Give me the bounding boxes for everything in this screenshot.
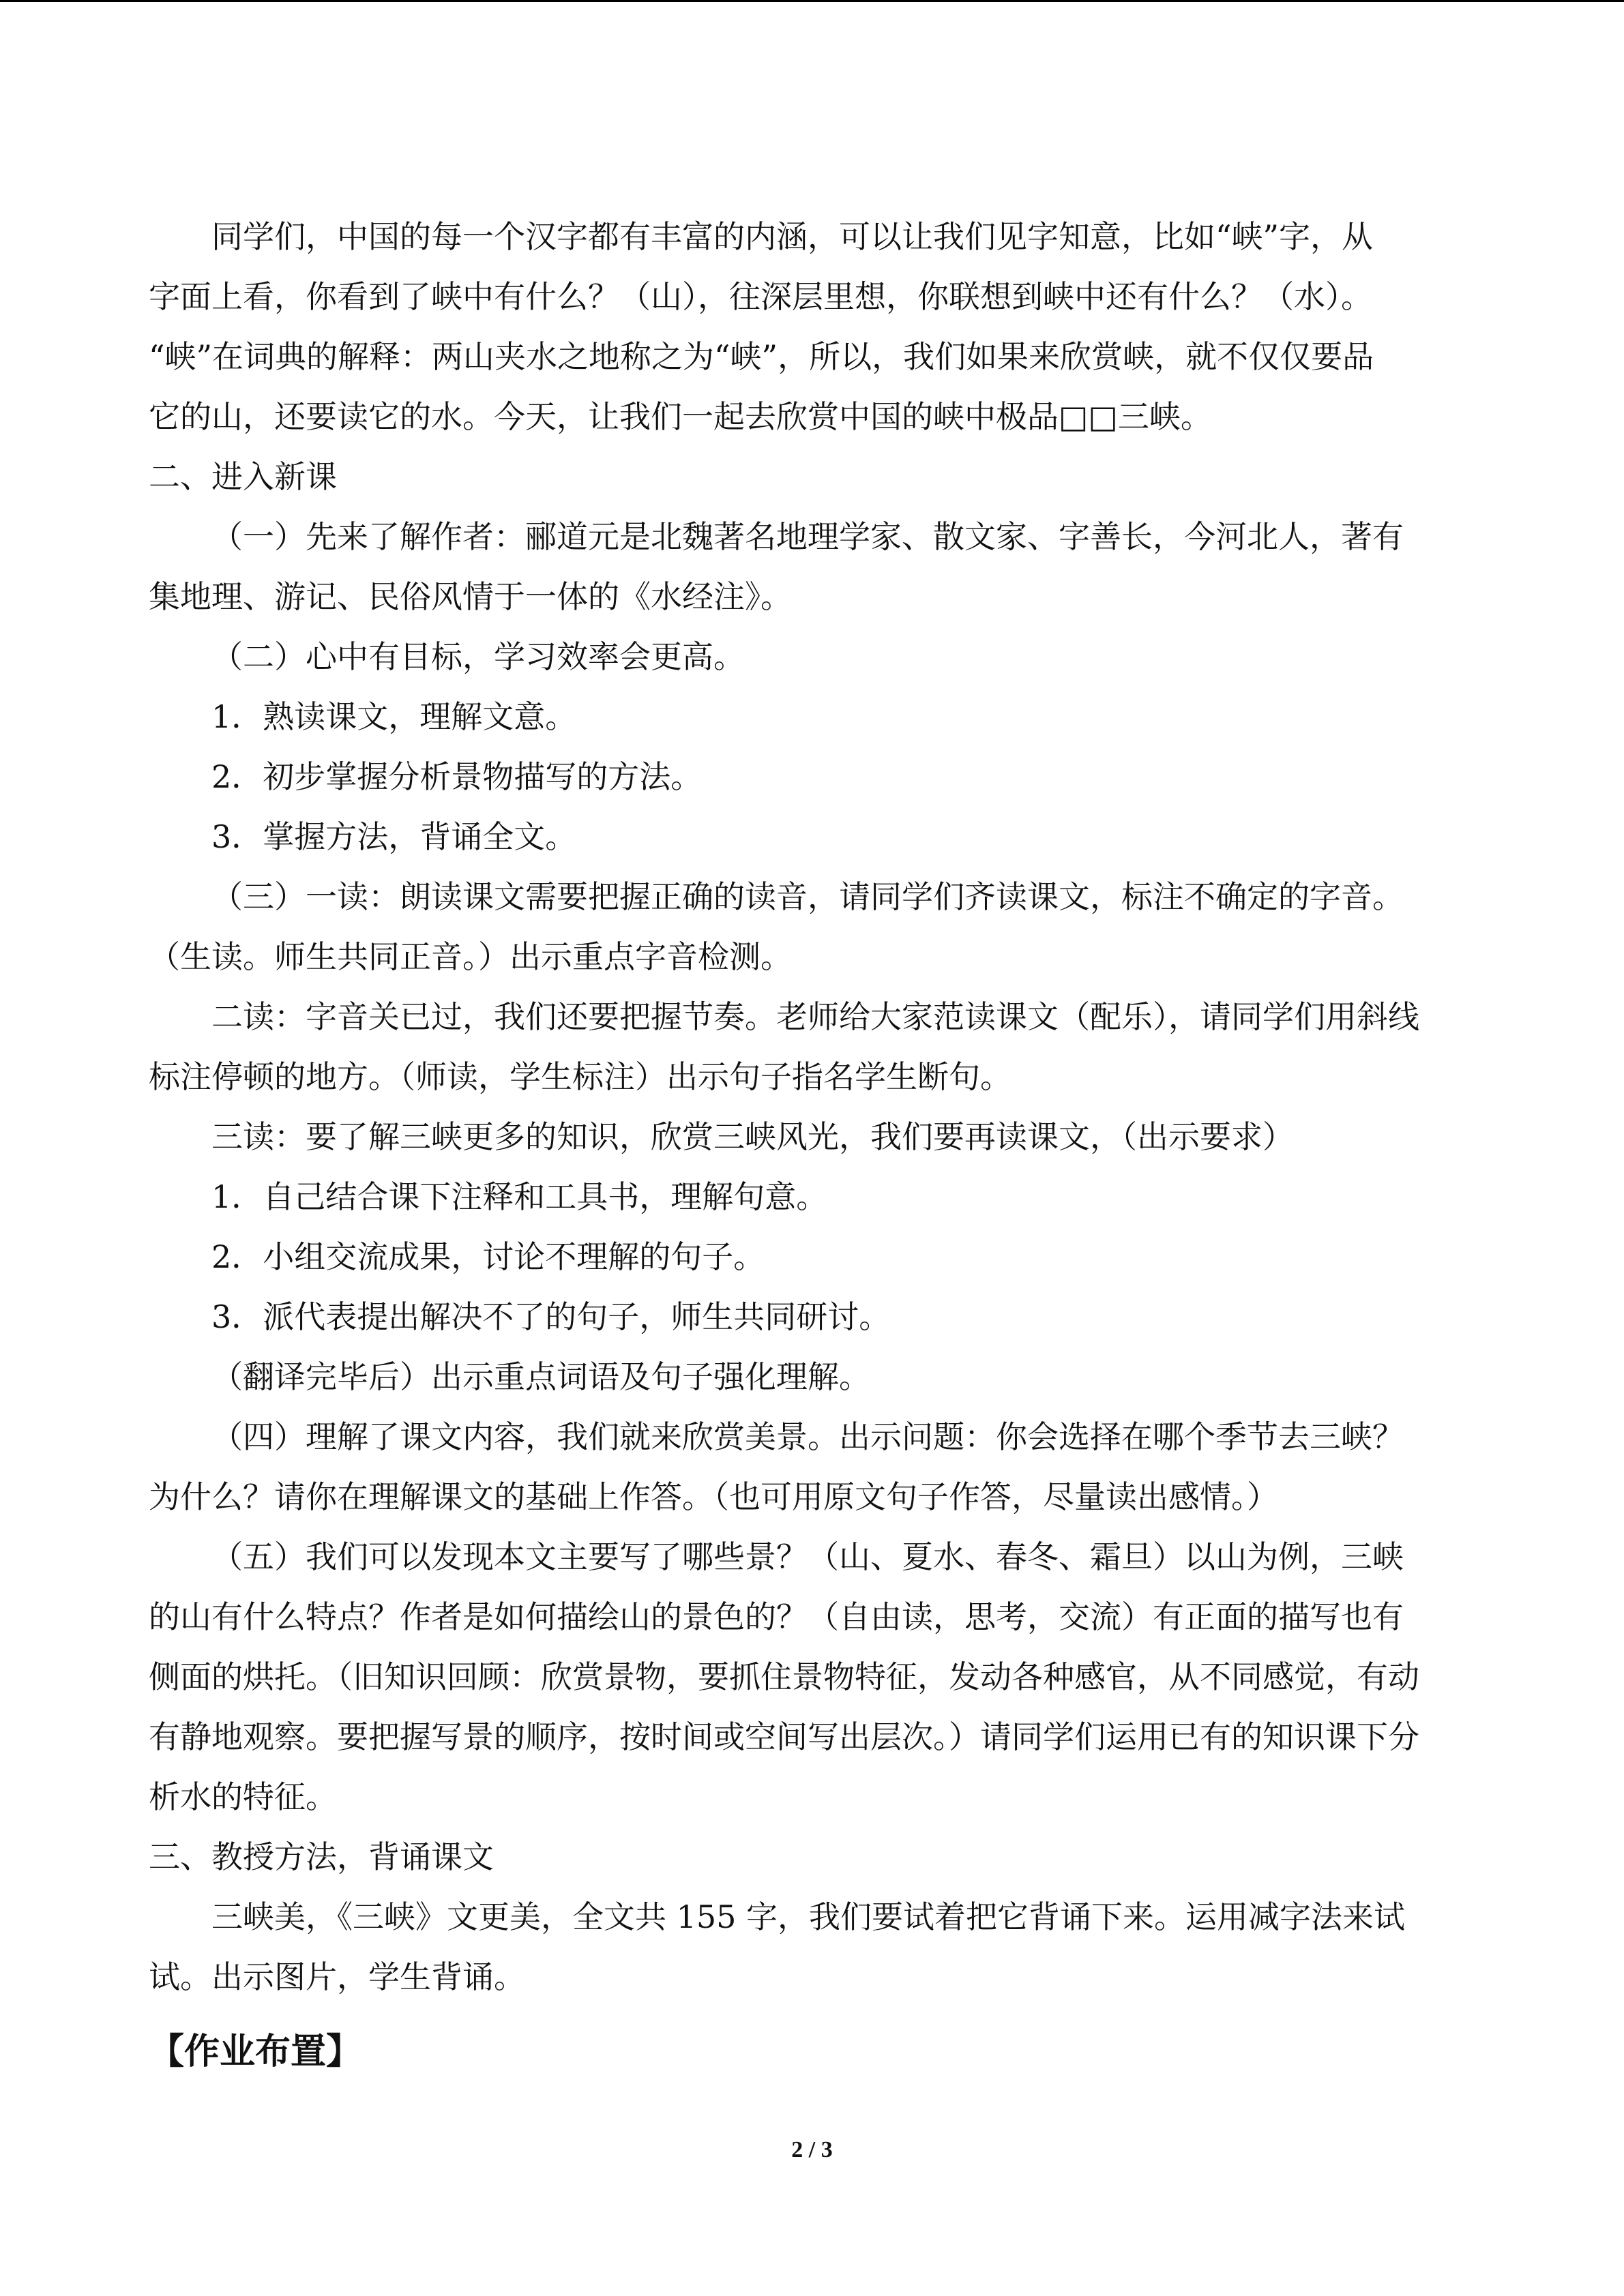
list-item: 3．掌握方法，背诵全文。 — [211, 818, 577, 855]
paragraph-line: 二读：字音关已过，我们还要把握节奏。老师给大家范读课文（配乐），请同学们用斜线 — [211, 998, 1419, 1035]
paragraph-line: 析水的特征。 — [149, 1778, 337, 1815]
list-item: 1．熟读课文，理解文意。 — [211, 698, 577, 735]
homework-heading: 【作业布置】 — [149, 2031, 362, 2072]
list-item: 1．自己结合课下注释和工具书，理解句意。 — [211, 1178, 828, 1215]
paragraph-line: （二）心中有目标，学习效率会更高。 — [211, 638, 745, 675]
paragraph-line: 它的山，还要读它的水。今天，让我们一起去欣赏中国的峡中极品□□三峡。 — [149, 398, 1212, 435]
paragraph-line: 试。出示图片，学生背诵。 — [149, 1958, 525, 1995]
paragraph-line: 侧面的烘托。（旧知识回顾：欣赏景物，要抓住景物特征，发动各种感官，从不同感觉，有动 — [149, 1658, 1419, 1695]
paragraph-line: 有静地观察。要把握写景的顺序，按时间或空间写出层次。）请同学们运用已有的知识课下分 — [149, 1718, 1419, 1755]
paragraph-line: 集地理、游记、民俗风情于一体的《水经注》。 — [149, 578, 792, 615]
list-item: 3．派代表提出解决不了的句子，师生共同研讨。 — [211, 1298, 891, 1335]
paragraph-line: 三峡美，《三峡》文更美，全文共 155 字，我们要试着把它背诵下来。运用减字法来试 — [211, 1898, 1406, 1935]
paragraph-line: （翻译完毕后）出示重点词语及句子强化理解。 — [211, 1358, 870, 1395]
paragraph-line: （五）我们可以发现本文主要写了哪些景？（山、夏水、春冬、霜旦）以山为例，三峡 — [211, 1538, 1404, 1575]
section-title: 三、教授方法，背诵课文 — [149, 1838, 494, 1875]
paragraph-line: （一）先来了解作者：郦道元是北魏著名地理学家、散文家、字善长，今河北人，著有 — [211, 518, 1404, 555]
paragraph-line: “峡”在词典的解释：两山夹水之地称之为“峡”，所以，我们如果来欣赏峡，就不仅仅要品 — [149, 338, 1374, 375]
page-number: 2 / 3 — [791, 2137, 833, 2162]
paragraph-line: （四）理解了课文内容，我们就来欣赏美景。出示问题：你会选择在哪个季节去三峡？ — [211, 1418, 1404, 1455]
paragraph-line: 标注停顿的地方。（师读，学生标注）出示句子指名学生断句。 — [149, 1058, 1012, 1095]
paragraph-line: 为什么？请你在理解课文的基础上作答。（也可用原文句子作答，尽量读出感情。） — [149, 1478, 1278, 1515]
paragraph-line: 字面上看，你看到了峡中有什么？（山），往深层里想，你联想到峡中还有什么？（水）。 — [149, 278, 1372, 315]
section-title: 二、进入新课 — [149, 458, 337, 495]
list-item: 2．初步掌握分析景物描写的方法。 — [211, 758, 703, 795]
paragraph-line: （三）一读：朗读课文需要把握正确的读音，请同学们齐读课文，标注不确定的字音。 — [211, 878, 1404, 915]
paragraph-line: 三读：要了解三峡更多的知识，欣赏三峡风光，我们要再读课文，（出示要求） — [211, 1118, 1294, 1155]
paragraph-line: 的山有什么特点？作者是如何描绘山的景色的？（自由读，思考，交流）有正面的描写也有 — [149, 1598, 1404, 1635]
document-body — [149, 207, 1465, 2085]
paragraph-line: （生读。师生共同正音。）出示重点字音检测。 — [149, 938, 792, 975]
paragraph-line: 同学们，中国的每一个汉字都有丰富的内涵，可以让我们见字知意，比如“峡”字，从 — [211, 218, 1374, 255]
list-item: 2．小组交流成果，讨论不理解的句子。 — [211, 1238, 765, 1275]
